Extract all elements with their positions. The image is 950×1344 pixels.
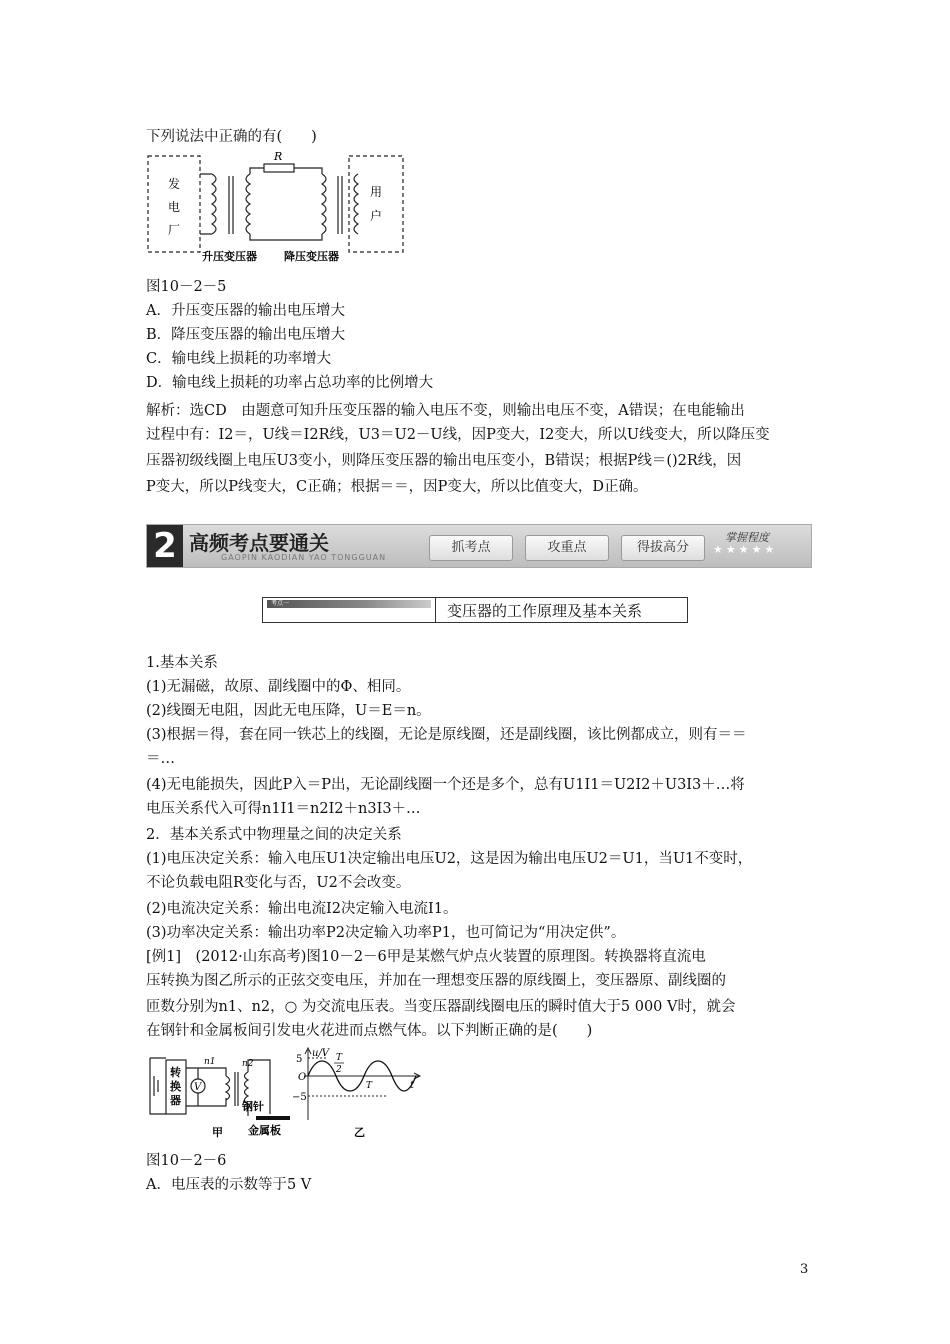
section-number: 2 [147, 525, 183, 567]
y-pos-label: 5 [296, 1054, 303, 1065]
option-b: B．降压变压器的输出电压增大 [146, 327, 346, 343]
jia-label: 甲 [212, 1126, 223, 1139]
generator-label-1: 发 [168, 177, 181, 191]
origin-label: O [298, 1072, 307, 1083]
body-line: (2)电流决定关系：输出电流I2决定输入电流I1。 [146, 901, 458, 917]
section-banner [146, 524, 812, 568]
analysis-line: 压器初级线圈上电压U3变小，则降压变压器的输出电压变小，B错误；根据P线＝()2R线，因 [146, 453, 742, 469]
user-label-1: 用 [370, 185, 383, 199]
high-score-button[interactable]: 得拔高分 [621, 535, 705, 561]
body-line: (1)无漏磁，故原、副线圈中的Φ、相同。 [146, 679, 411, 695]
topic-divider [435, 598, 436, 622]
body-line: 压转换为图乙所示的正弦交变电压，并加在一理想变压器的原线圈上，变压器原、副线圈的 [146, 973, 726, 989]
y-neg-label: −5 [292, 1092, 307, 1103]
option-d: D．输电线上损耗的功率占总功率的比例增大 [146, 375, 434, 391]
n2-label: n2 [242, 1059, 254, 1069]
option-a: A．电压表的示数等于5 V [146, 1177, 312, 1193]
topic-title: 变压器的工作原理及基本关系 [447, 602, 643, 620]
body-line: (3)功率决定关系：输出功率P2决定输入功率P1，也可简记为“用决定供”。 [146, 925, 626, 941]
generator-label-3: 厂 [168, 223, 181, 237]
grasp-points-button[interactable]: 抓考点 [429, 535, 513, 561]
section-pinyin: GAOPIN KAODIAN YAO TONGGUAN [221, 553, 387, 562]
body-line: 1.基本关系 [146, 655, 218, 671]
analysis-line: P变大，所以P线变大，C正确；根据＝＝，因P变大，所以比值变大，D正确。 [146, 479, 648, 495]
option-a: A．升压变压器的输出电压增大 [146, 303, 345, 319]
converter-label-1: 转 [170, 1066, 181, 1079]
body-line: 不论负载电阻R变化与否，U2不会改变。 [146, 875, 411, 891]
resistor-label: R [274, 150, 283, 163]
step-down-label: 降压变压器 [284, 250, 339, 263]
mastery-label: 掌握程度 [725, 531, 769, 544]
body-line: 2．基本关系式中物理量之间的决定关系 [146, 827, 402, 843]
u-axis-label: u/V [312, 1048, 330, 1059]
question-intro: 下列说法中正确的有( ) [146, 129, 317, 145]
topic-tag: 考点一 [267, 600, 431, 608]
plate-label: 金属板 [248, 1124, 281, 1137]
body-line: [例1] (2012·山东高考)图10－2－6甲是某燃气炉点火装置的原理图。转换器将直流电 [146, 949, 706, 965]
attack-key-button[interactable]: 攻重点 [525, 535, 609, 561]
body-line: (4)无电能损失，因此P入＝P出，无论副线圈一个还是多个，总有U1I1＝U2I2＋U3I3＋…将 [146, 777, 745, 793]
body-line: 电压关系代入可得n1I1＝n2I2＋n3I3＋… [146, 801, 421, 817]
voltmeter-label: V [194, 1082, 202, 1093]
body-line: ＝… [146, 751, 175, 767]
body-line: 匝数分别为n1、n2，○ 为交流电压表。当变压器副线圈电压的瞬时值大于5 000 V时，就会 [146, 999, 736, 1015]
yi-label: 乙 [354, 1126, 365, 1139]
star-icons: ★★★★★ [713, 543, 778, 556]
user-label-2: 户 [370, 209, 383, 223]
n1-label: n1 [204, 1057, 216, 1067]
half-period-den: 2 [336, 1065, 342, 1075]
transmission-diagram [146, 148, 410, 266]
figure-caption: 图10－2－6 [146, 1153, 227, 1169]
converter-label-3: 器 [170, 1094, 181, 1107]
body-line: (2)线圈无电阻，因此无电压降，U＝E＝n。 [146, 703, 431, 719]
page-number: 3 [800, 1262, 809, 1277]
figure-caption: 图10－2－5 [146, 279, 227, 295]
metal-plate [256, 1116, 290, 1120]
ignition-circuit-diagram [146, 1046, 426, 1142]
body-line: (1)电压决定关系：输入电压U1决定输出电压U2，这是因为输出电压U2＝U1，当U1不变时， [146, 851, 753, 867]
section-title: 高频考点要通关 [189, 531, 329, 555]
half-period-num: T [336, 1053, 343, 1063]
needle-label: 钢针 [242, 1100, 264, 1113]
option-c: C．输电线上损耗的功率增大 [146, 351, 332, 367]
analysis-line: 过程中有：I2＝，U线＝I2R线，U3＝U2－U线，因P变大，I2变大，所以U线变大，所以降压变 [146, 427, 770, 443]
generator-label-2: 电 [168, 200, 181, 214]
analysis-line: 解析：选CD 由题意可知升压变压器的输入电压不变，则输出电压不变，A错误；在电能输出 [146, 403, 745, 419]
t-axis-label: t [410, 1080, 415, 1091]
period-label: T [366, 1081, 373, 1091]
body-line: 在钢针和金属板间引发电火花进而点燃气体。以下判断正确的是( ) [146, 1023, 593, 1039]
step-up-label: 升压变压器 [202, 250, 257, 263]
topic-box [262, 597, 688, 623]
converter-label-2: 换 [170, 1080, 181, 1093]
body-line: (3)根据＝得，套在同一铁芯上的线圈，无论是原线圈，还是副线圈，该比例都成立，则有＝＝ [146, 727, 747, 743]
